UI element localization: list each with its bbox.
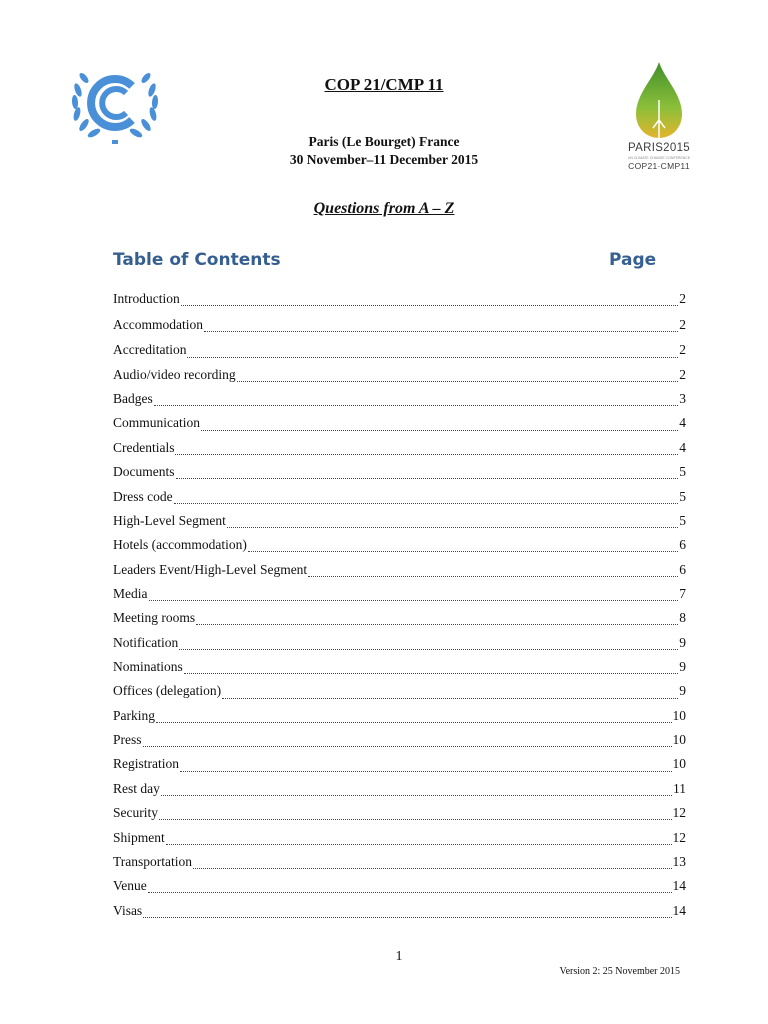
toc-leader — [193, 867, 671, 869]
toc-entry[interactable] — [113, 850, 686, 874]
paris-logo-cop-text: COP21·CMP11 — [628, 161, 690, 171]
toc-entry[interactable] — [113, 338, 686, 362]
toc-leader — [166, 843, 672, 845]
toc-entry[interactable] — [113, 436, 686, 460]
toc-leader — [148, 891, 672, 893]
toc-leader — [156, 721, 672, 723]
toc-entry-label: Press — [113, 732, 142, 748]
toc-leader — [143, 745, 672, 747]
toc-entry[interactable] — [113, 826, 686, 850]
toc-entry-page: 10 — [672, 707, 686, 723]
toc-entry-label: High-Level Segment — [113, 512, 226, 528]
toc-entry-page: 4 — [679, 439, 686, 455]
toc-entry-page: 5 — [679, 488, 686, 504]
toc-entry-page: 2 — [679, 291, 686, 306]
toc-leader — [196, 623, 678, 625]
toc-entry[interactable] — [113, 679, 686, 703]
toc-leader — [159, 818, 672, 820]
toc-leader — [308, 575, 678, 577]
paris-logo-main-text: PARIS2015 — [628, 142, 690, 154]
toc-entry-label: Venue — [113, 878, 147, 894]
toc-leader — [176, 477, 679, 479]
document-subject: Questions from A – Z — [313, 200, 455, 217]
toc-entry[interactable] — [113, 752, 686, 776]
toc-entry-page: 10 — [672, 756, 686, 772]
toc-entry[interactable] — [113, 287, 686, 311]
toc-leader — [154, 404, 679, 406]
toc-entry-label: Registration — [113, 756, 179, 772]
version-note: Version 2: 25 November 2015 — [559, 966, 680, 977]
toc-entry[interactable] — [113, 509, 686, 533]
toc-entry-page: 3 — [679, 391, 686, 407]
toc-heading: Table of Contents — [113, 250, 281, 270]
toc-entry[interactable] — [113, 311, 686, 338]
toc-entry[interactable] — [113, 606, 686, 630]
toc-entry[interactable] — [113, 631, 686, 655]
toc-entry-label: Shipment — [113, 829, 165, 845]
unfccc-logo — [66, 60, 164, 144]
toc-leader — [174, 502, 679, 504]
toc-entry-page: 5 — [679, 464, 686, 480]
toc-entry-label: Transportation — [113, 853, 193, 869]
toc-entry[interactable] — [113, 582, 686, 606]
toc-entry-label: Visas — [113, 902, 143, 918]
leaf-icon — [616, 60, 702, 142]
toc-entry-label: Communication — [113, 415, 200, 431]
toc-entry-label: Nominations — [113, 659, 183, 675]
toc-entry-label: Media — [113, 585, 148, 601]
toc-leader — [204, 330, 678, 332]
toc-entry-page: 7 — [679, 585, 686, 601]
toc-leader — [143, 916, 671, 918]
toc-entry-page: 6 — [679, 561, 686, 577]
toc-leader — [175, 453, 678, 455]
toc-entry[interactable] — [113, 728, 686, 752]
toc-entry-label: Rest day — [113, 780, 160, 796]
toc-entry-page: 2 — [679, 317, 686, 333]
toc-entry[interactable] — [113, 411, 686, 435]
toc-entry-label: Hotels (accommodation) — [113, 537, 247, 553]
toc-entry[interactable] — [113, 704, 686, 728]
toc-entry-label: Documents — [113, 464, 175, 480]
toc-entry[interactable] — [113, 801, 686, 825]
document-title: COP 21/CMP 11 — [324, 75, 444, 94]
toc-entry-page: 14 — [672, 902, 686, 918]
toc-leader — [222, 697, 678, 699]
toc-entry[interactable] — [113, 558, 686, 582]
toc-leader — [181, 304, 679, 306]
toc-entry-label: Credentials — [113, 439, 175, 455]
toc-leader — [201, 429, 678, 431]
toc-entry-page: 12 — [672, 805, 686, 821]
toc-entry-label: Offices (delegation) — [113, 683, 222, 699]
toc-page-heading: Page — [609, 250, 657, 270]
toc-entry[interactable] — [113, 387, 686, 411]
paris-logo-sub-text: UN CLIMATE CHANGE CONFERENCE — [627, 156, 691, 160]
toc-entry-label: Security — [113, 805, 158, 821]
toc-entry-page: 9 — [679, 683, 686, 699]
toc-leader — [179, 648, 678, 650]
toc-entry-page: 8 — [679, 610, 686, 626]
toc-entry-page: 4 — [679, 415, 686, 431]
page-number: 1 — [395, 949, 403, 964]
toc-leader — [227, 526, 678, 528]
toc-entry-page: 12 — [672, 829, 686, 845]
toc-entry[interactable] — [113, 874, 686, 898]
toc-entry-label: Audio/video recording — [113, 366, 236, 382]
event-location: Paris (Le Bourget) France — [308, 134, 460, 149]
toc-entry[interactable] — [113, 777, 686, 801]
toc-entry[interactable] — [113, 655, 686, 679]
toc-entry[interactable] — [113, 460, 686, 484]
toc-entry-label: Meeting rooms — [113, 610, 196, 626]
toc-entry[interactable] — [113, 363, 686, 387]
toc-entry-page: 14 — [672, 878, 686, 894]
toc-entry-page: 5 — [679, 512, 686, 528]
toc-entry-page: 9 — [679, 634, 686, 650]
toc-entry-label: Leaders Event/High-Level Segment — [113, 561, 308, 577]
toc-entry[interactable] — [113, 899, 686, 923]
toc-list — [113, 287, 686, 923]
toc-entry-label: Dress code — [113, 488, 173, 504]
toc-leader — [161, 794, 672, 796]
event-dates: 30 November–11 December 2015 — [289, 152, 479, 167]
toc-entry-label: Accommodation — [113, 317, 203, 333]
toc-entry-label: Accreditation — [113, 342, 187, 358]
toc-leader — [180, 770, 672, 772]
toc-entry-label: Parking — [113, 707, 155, 723]
toc-entry-label: Badges — [113, 391, 153, 407]
toc-entry[interactable] — [113, 533, 686, 557]
toc-entry-page: 6 — [679, 537, 686, 553]
toc-leader — [187, 356, 678, 358]
toc-leader — [184, 672, 679, 674]
toc-entry-page: 2 — [679, 342, 686, 358]
toc-entry-page: 13 — [672, 853, 686, 869]
toc-entry-page: 11 — [673, 780, 686, 796]
toc-entry-page: 9 — [679, 659, 686, 675]
toc-entry-page: 10 — [672, 732, 686, 748]
toc-entry-label: Notification — [113, 634, 179, 650]
toc-leader — [248, 550, 678, 552]
toc-entry[interactable] — [113, 485, 686, 509]
toc-entry-label: Introduction — [113, 291, 180, 306]
toc-leader — [149, 599, 679, 601]
toc-leader — [237, 380, 679, 382]
toc-entry-page: 2 — [679, 366, 686, 382]
